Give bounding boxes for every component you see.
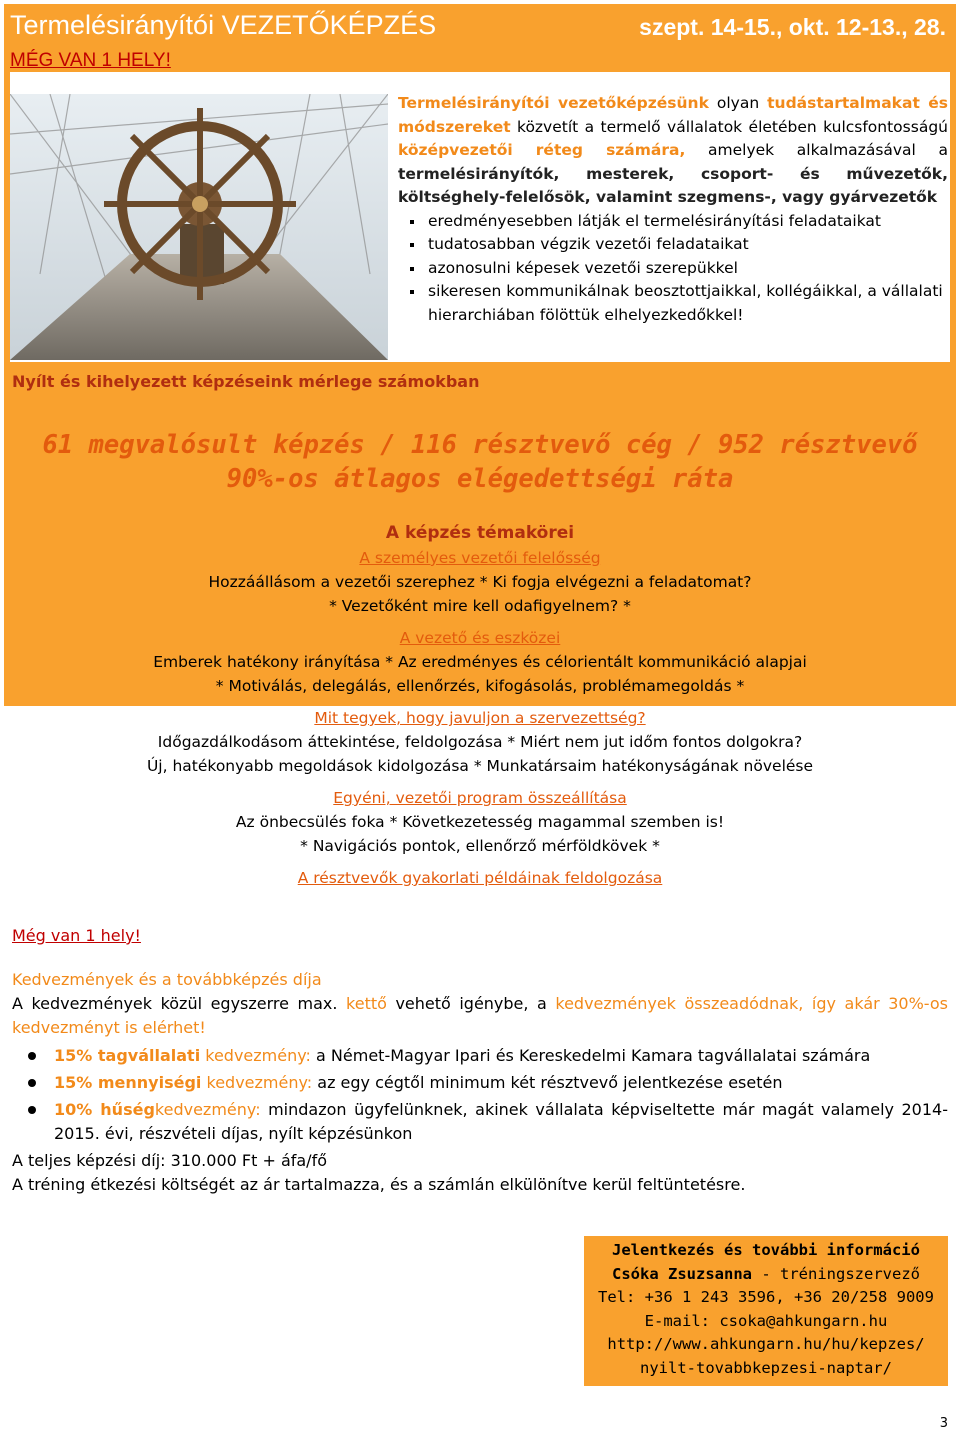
stats-block [0,428,960,496]
contact-url-part[interactable]: http://www.ahkungarn.hu/hu/kepzes/ [607,1335,925,1353]
list-item: azonosulni képesek vezetői szerepükkel [408,257,948,281]
list-item [12,1098,948,1146]
discount-text: A kedvezmények közül egyszerre max. [12,994,338,1013]
contact-url-part[interactable]: nyilt-tovabbkepzesi-naptar/ [640,1358,892,1377]
contact-role: - tréningszervező [761,1264,920,1283]
discount-text: vehető igénybe, a [395,994,547,1013]
discount-desc: az egy cégtől minimum két résztvevő jelentkezése esetén [317,1073,783,1092]
contact-name: Csóka Zsuzsanna [612,1264,752,1283]
intro-text-1: olyan [716,94,760,112]
discount-list [12,1044,948,1146]
list-item: eredményesebben látják el termelésirányítási feladataikat [408,210,948,234]
course-dates: szept. 14-15., okt. 12-13., 28. [639,14,946,40]
intro-target-roles: termelésirányítók, mesterek, csoport- és művezetők, költséghely-felelősök, valamint szegmens-, vagy gyárvezetők [398,164,948,206]
discount-label: kedvezmény: [154,1100,261,1119]
intro-text [398,92,948,327]
contact-person [584,1263,948,1287]
availability-flag: MÉG VAN 1 HELY! [10,50,171,71]
intro-text-3: amelyek alkalmazásával a [708,141,948,159]
topic-heading: Egyéni, vezetői program összeállítása [333,789,627,807]
contact-title: Jelentkezés és további információ [612,1241,920,1259]
discount-highlight: kedvezmények összeadódnak, így akár 30%-os kedvezményt is elérhet! [12,994,949,1037]
topic-line: Az önbecsülés foka * Következetesség magammal szemben is! [235,813,725,831]
spot-available: Még van 1 hely! [12,926,141,945]
topic-line: Időgazdálkodásom áttekintése, feldolgozása * Miért nem jut időm fontos dolgokra? [157,733,803,751]
stats-line-2: 90%-os átlagos elégedettségi ráta [226,464,734,494]
topic-line: Emberek hatékony irányítása * Az eredményes és célorientált kommunikáció alapjai [153,653,807,671]
contact-url-link[interactable] [584,1333,948,1357]
discount-rate: 15% mennyiségi [54,1073,202,1092]
benefit-list [408,210,948,328]
discount-label: kedvezmény: [205,1046,311,1065]
page-title: Termelésirányítói VEZETŐKÉPZÉS [10,10,437,40]
topic-heading: A személyes vezetői felelősség [359,549,601,567]
discount-rate: 15% tagvállalati [54,1046,201,1065]
pricing-section [12,924,948,1197]
page-number: 3 [939,1416,948,1431]
topic-heading: A vezető és eszközei [399,629,561,647]
discount-highlight: kettő [346,994,387,1013]
topic-line: * Vezetőként mire kell odafigyelnem? * [329,597,631,615]
ship-wheel-image-icon [10,94,388,360]
stats-line-1: 61 megvalósult képzés / 116 résztvevő cég / 952 résztvevő [42,430,918,460]
list-item: sikeresen kommunikálnak beosztottjaikkal, kollégáikkal, a vállalati hierarchiában fölöttük elhelyezkedőkkel! [408,280,948,327]
discount-desc: mindazon ügyfelünknek, akinek vállalata képviseltette már magát valamely 2014-2015. évi, részvételi díjas, nyílt képzésünkon [54,1100,948,1143]
price-line: A teljes képzési díj: 310.000 Ft + áfa/fő [12,1151,327,1170]
topic-line: Új, hatékonyabb megoldások kidolgozása * Munkatársaim hatékonyságának növelése [146,757,814,775]
contact-box [584,1236,948,1386]
discount-desc: a Német-Magyar Ipari és Kereskedelmi Kamara tagvállalatai számára [316,1046,871,1065]
meal-note: A tréning étkezési költségét az ár tartalmazza, és a számlán elkülönítve kerül feltüntetésre. [12,1175,746,1194]
topics-title: A képzés témakörei [385,523,575,543]
ship-wheel-photo [10,94,388,360]
topic-line: * Motiválás, delegálás, ellenőrzés, kifogásolás, problémamegoldás * [215,677,745,695]
topic-line: * Navigációs pontok, ellenőrző mérföldkövek * [300,837,660,855]
contact-url-link-cont[interactable] [584,1357,948,1381]
discount-rate: 10% hűség [54,1100,155,1119]
intro-highlight-2: tudástartalmakat és módszereket [398,94,949,136]
list-item [12,1044,948,1068]
list-item [12,1071,948,1095]
discount-intro [12,992,948,1040]
discount-heading: Kedvezmények és a továbbképzés díja [12,970,322,989]
discount-label: kedvezmény: [206,1073,313,1092]
topic-heading: A résztvevők gyakorlati példáinak feldolgozása [297,869,663,887]
list-item: tudatosabban végzik vezetői feladataikat [408,233,948,257]
intro-text-2: közvetít a termelő vállalatok életében kulcsfontosságú [517,117,948,136]
topic-line: Hozzáállásom a vezetői szerephez * Ki fogja elvégezni a feladatomat? [208,573,752,591]
intro-highlight-3: középvezetői réteg számára, [398,141,686,159]
topic-heading: Mit tegyek, hogy javuljon a szervezettség? [314,709,646,727]
contact-phone: Tel: +36 1 243 3596, +36 20/258 9009 [598,1288,934,1306]
topics-section [0,520,960,890]
contact-email-link[interactable]: E-mail: csoka@ahkungarn.hu [644,1311,888,1330]
intro-highlight-1: Termelésirányítói vezetőképzésünk [398,94,709,112]
stats-heading: Nyílt és kihelyezett képzéseink mérlege számokban [12,372,480,391]
